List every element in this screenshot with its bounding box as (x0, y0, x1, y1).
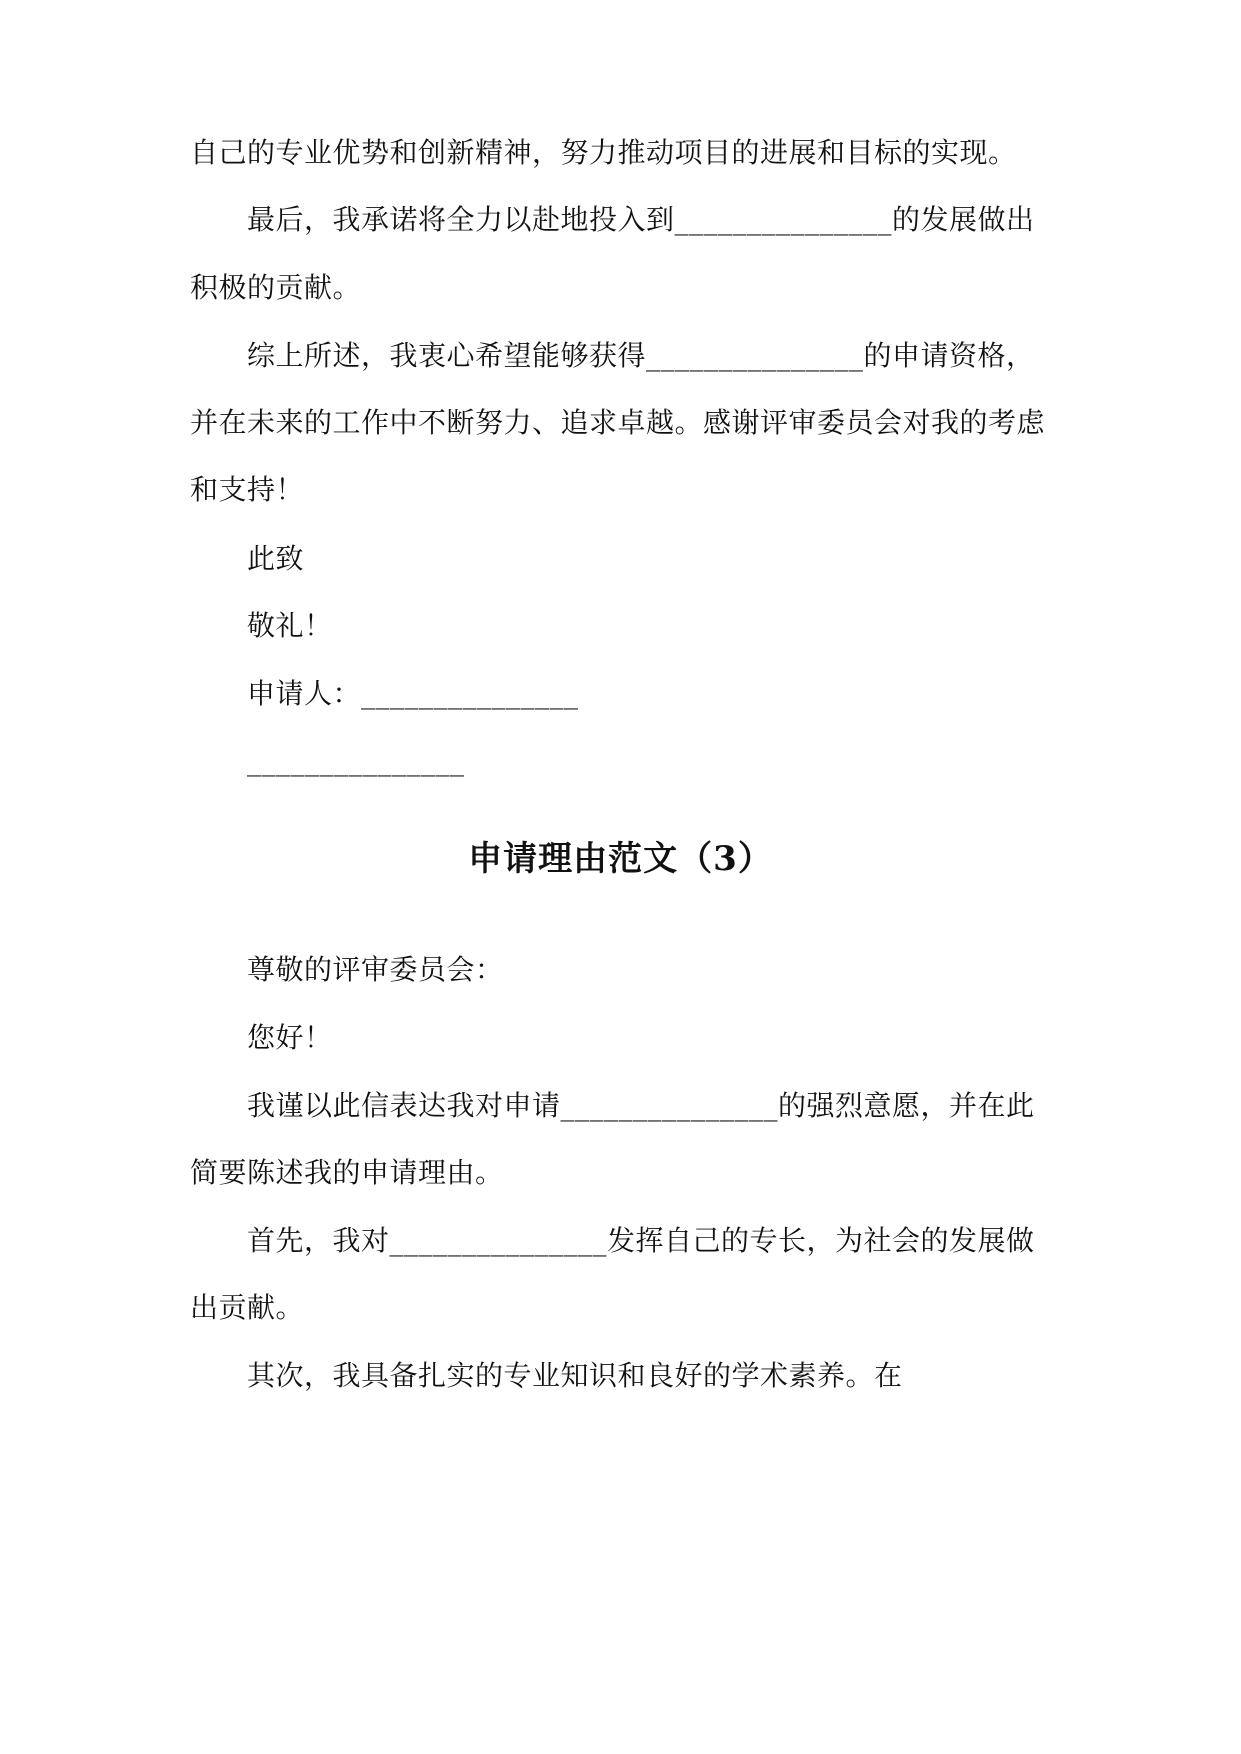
paragraph-line: 其次，我具备扎实的专业知识和良好的学术素养。在 (247, 1359, 903, 1392)
paragraph-line: 积极的贡献。 (190, 271, 362, 304)
paragraph-line: 并在未来的工作中不断努力、追求卓越。感谢评审委员会对我的考虑 (190, 406, 1046, 439)
paragraph-line: 最后，我承诺将全力以赴地投入到_______________的发展做出 (247, 203, 1035, 236)
section-title: 申请理由范文（3） (468, 839, 773, 879)
paragraph-line: 综上所述，我衷心希望能够获得_______________的申请资格， (247, 339, 1035, 372)
paragraph-line: 和支持！ (190, 473, 305, 506)
paragraph-line: 出贡献。 (190, 1291, 305, 1324)
applicant-line: 申请人：_______________ (247, 677, 579, 710)
paragraph-line: 我谨以此信表达我对申请_______________的强烈意愿，并在此 (247, 1089, 1035, 1122)
closing-line: 此致 (247, 542, 305, 575)
paragraph-line: 自己的专业优势和创新精神，努力推动项目的进展和目标的实现。 (190, 136, 1017, 169)
paragraph-line: 首先，我对_______________发挥自己的专长，为社会的发展做 (247, 1224, 1035, 1257)
date-blank-line: _______________ (247, 744, 465, 777)
greeting-line: 您好！ (247, 1021, 333, 1054)
salutation-line: 敬礼！ (247, 609, 333, 642)
paragraph-line: 简要陈述我的申请理由。 (190, 1156, 504, 1189)
greeting-line: 尊敬的评审委员会： (247, 953, 504, 986)
